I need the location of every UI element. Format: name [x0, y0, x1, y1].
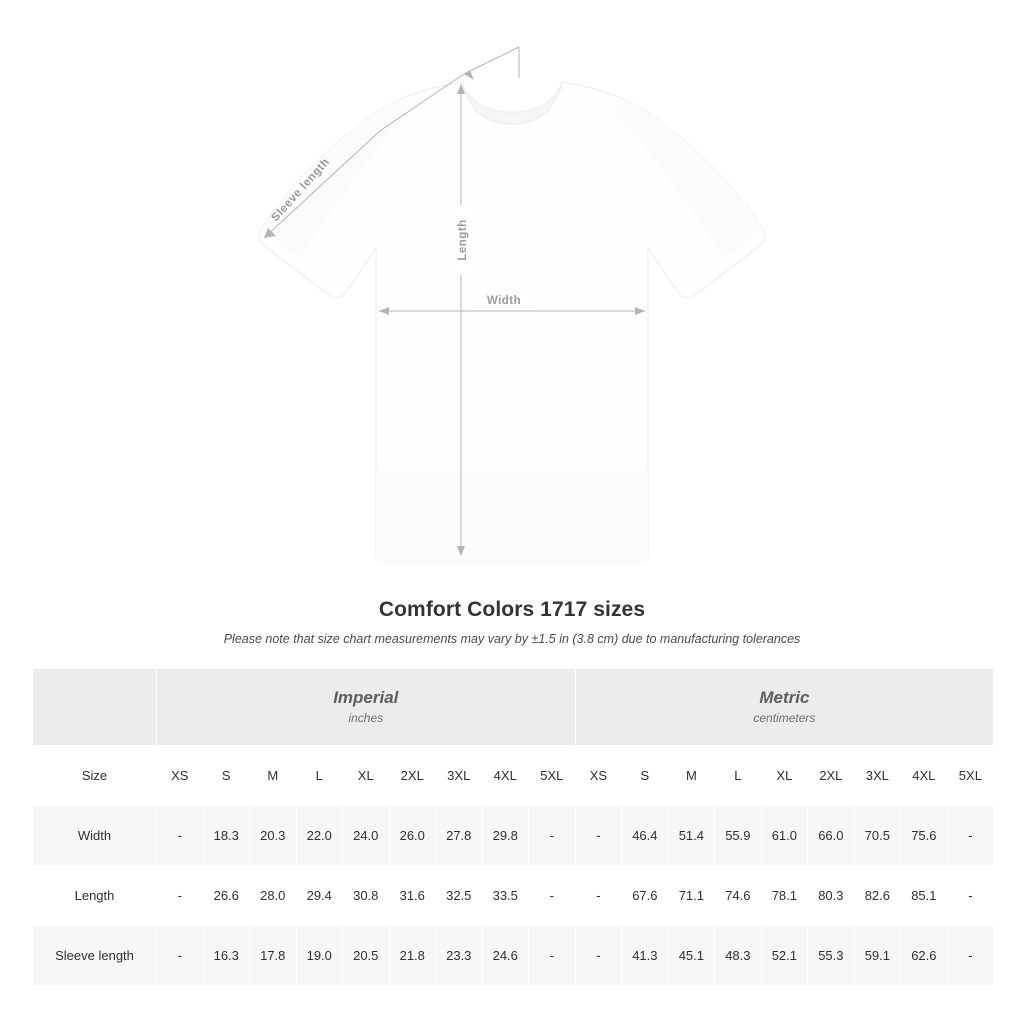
system-header-row — [33, 669, 994, 746]
size-table — [32, 668, 994, 986]
size-header-imperial-m: M — [250, 746, 297, 806]
length-label: Length — [457, 219, 469, 261]
cell-length-imperial-xl: 30.8 — [343, 866, 390, 926]
cell-sleeve-imperial-s: 16.3 — [203, 926, 250, 986]
cell-sleeve-metric-m: 45.1 — [668, 926, 715, 986]
cell-length-imperial-3xl: 32.5 — [436, 866, 483, 926]
system-unit-imperial: inches — [348, 711, 384, 726]
tolerance-note: Please note that size chart measurements may vary by ±1.5 in (3.8 cm) due to manufacturing tolerances — [223, 632, 801, 646]
cell-width-imperial-4xl: 29.8 — [482, 806, 529, 866]
cell-sleeve-imperial-m: 17.8 — [250, 926, 297, 986]
system-unit-metric: centimeters — [753, 711, 816, 726]
cell-width-imperial-xs: - — [157, 806, 204, 866]
size-header-metric-4xl: 4XL — [901, 746, 948, 806]
system-name-imperial: Imperial — [333, 687, 399, 707]
page-title: Comfort Colors 1717 sizes — [378, 598, 646, 621]
cell-width-metric-l: 55.9 — [715, 806, 762, 866]
cell-length-imperial-5xl: - — [529, 866, 576, 926]
size-header-metric-l: L — [715, 746, 762, 806]
cell-width-imperial-5xl: - — [529, 806, 576, 866]
cell-length-imperial-m: 28.0 — [250, 866, 297, 926]
sleeve-length-label: Sleeve length — [269, 156, 333, 224]
cell-sleeve-imperial-4xl: 24.6 — [482, 926, 529, 986]
cell-length-metric-s: 67.6 — [622, 866, 669, 926]
cell-length-metric-2xl: 80.3 — [808, 866, 855, 926]
cell-length-metric-5xl: - — [947, 866, 994, 926]
row-label-sleeve-length: Sleeve length — [33, 926, 157, 986]
cell-width-metric-xl: 61.0 — [761, 806, 808, 866]
cell-length-imperial-4xl: 33.5 — [482, 866, 529, 926]
cell-length-imperial-xs: - — [157, 866, 204, 926]
cell-length-metric-l: 74.6 — [715, 866, 762, 926]
cell-width-metric-s: 46.4 — [622, 806, 669, 866]
cell-width-imperial-xl: 24.0 — [343, 806, 390, 866]
cell-length-metric-xl: 78.1 — [761, 866, 808, 926]
system-header-imperial — [157, 669, 576, 746]
cell-sleeve-metric-s: 41.3 — [622, 926, 669, 986]
size-header-metric-xs: XS — [575, 746, 622, 806]
cell-sleeve-imperial-2xl: 21.8 — [389, 926, 436, 986]
size-header-metric-s: S — [622, 746, 669, 806]
cell-sleeve-metric-2xl: 55.3 — [808, 926, 855, 986]
size-header-imperial-xs: XS — [157, 746, 204, 806]
table-row — [33, 866, 994, 926]
cell-sleeve-metric-5xl: - — [947, 926, 994, 986]
cell-width-metric-4xl: 75.6 — [901, 806, 948, 866]
size-header-imperial-xl: XL — [343, 746, 390, 806]
width-label: Width — [486, 295, 522, 307]
cell-sleeve-metric-4xl: 62.6 — [901, 926, 948, 986]
cell-length-imperial-s: 26.6 — [203, 866, 250, 926]
cell-sleeve-imperial-l: 19.0 — [296, 926, 343, 986]
row-label-width: Width — [33, 806, 157, 866]
cell-width-imperial-3xl: 27.8 — [436, 806, 483, 866]
system-name-metric: Metric — [759, 687, 810, 707]
cell-width-metric-2xl: 66.0 — [808, 806, 855, 866]
cell-width-metric-3xl: 70.5 — [854, 806, 901, 866]
cell-length-metric-xs: - — [575, 866, 622, 926]
cell-sleeve-metric-xl: 52.1 — [761, 926, 808, 986]
cell-width-imperial-2xl: 26.0 — [389, 806, 436, 866]
cell-sleeve-imperial-3xl: 23.3 — [436, 926, 483, 986]
system-header-metric — [575, 669, 994, 746]
size-header-imperial-2xl: 2XL — [389, 746, 436, 806]
cell-width-metric-m: 51.4 — [668, 806, 715, 866]
cell-sleeve-metric-3xl: 59.1 — [854, 926, 901, 986]
cell-length-metric-4xl: 85.1 — [901, 866, 948, 926]
size-header-metric-3xl: 3XL — [854, 746, 901, 806]
tshirt-shape — [259, 82, 765, 562]
size-header-metric-m: M — [668, 746, 715, 806]
cell-width-imperial-s: 18.3 — [203, 806, 250, 866]
table-row — [33, 806, 994, 866]
cell-sleeve-imperial-xs: - — [157, 926, 204, 986]
size-header-row — [33, 746, 994, 806]
size-header-metric-xl: XL — [761, 746, 808, 806]
cell-sleeve-metric-l: 48.3 — [715, 926, 762, 986]
size-header-imperial-5xl: 5XL — [529, 746, 576, 806]
size-header-metric-2xl: 2XL — [808, 746, 855, 806]
cell-width-metric-xs: - — [575, 806, 622, 866]
cell-sleeve-metric-xs: - — [575, 926, 622, 986]
cell-length-metric-3xl: 82.6 — [854, 866, 901, 926]
table-row — [33, 926, 994, 986]
cell-sleeve-imperial-5xl: - — [529, 926, 576, 986]
cell-width-imperial-l: 22.0 — [296, 806, 343, 866]
size-header-label: Size — [33, 746, 157, 806]
cell-sleeve-imperial-xl: 20.5 — [343, 926, 390, 986]
cell-length-imperial-l: 29.4 — [296, 866, 343, 926]
size-table-wrapper — [32, 668, 992, 986]
row-label-length: Length — [33, 866, 157, 926]
cell-length-metric-m: 71.1 — [668, 866, 715, 926]
cell-width-imperial-m: 20.3 — [250, 806, 297, 866]
size-header-imperial-3xl: 3XL — [436, 746, 483, 806]
title-block — [0, 598, 1024, 646]
size-header-metric-5xl: 5XL — [947, 746, 994, 806]
cell-width-metric-5xl: - — [947, 806, 994, 866]
size-header-imperial-4xl: 4XL — [482, 746, 529, 806]
size-header-imperial-s: S — [203, 746, 250, 806]
system-header-corner — [33, 669, 157, 746]
size-header-imperial-l: L — [296, 746, 343, 806]
cell-length-imperial-2xl: 31.6 — [389, 866, 436, 926]
